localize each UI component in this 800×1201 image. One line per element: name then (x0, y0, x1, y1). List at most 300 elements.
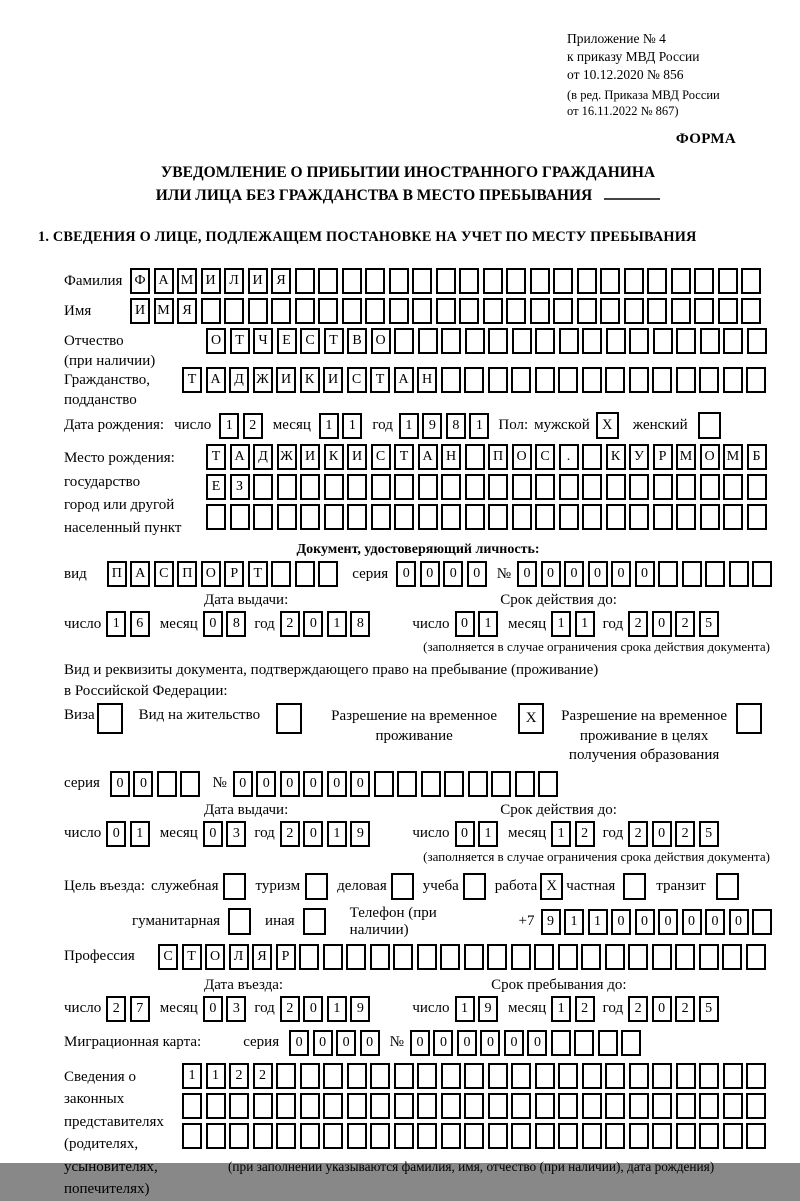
char-cell[interactable] (506, 298, 526, 324)
char-cell[interactable]: 0 (203, 821, 223, 847)
char-cell[interactable] (624, 268, 644, 294)
char-cell[interactable]: 6 (130, 611, 150, 637)
char-cell[interactable] (206, 504, 226, 530)
char-cell[interactable] (559, 474, 579, 500)
char-cell[interactable]: 9 (478, 996, 498, 1022)
char-cell[interactable] (723, 474, 743, 500)
char-cell[interactable] (347, 1123, 367, 1149)
char-cell[interactable]: 1 (182, 1063, 202, 1089)
char-cell[interactable] (558, 1123, 578, 1149)
char-cell[interactable] (464, 944, 484, 970)
char-cell[interactable] (253, 504, 273, 530)
char-cell[interactable]: 1 (342, 413, 362, 439)
char-cell[interactable]: 9 (350, 821, 370, 847)
char-cell[interactable] (621, 1030, 641, 1056)
char-cell[interactable]: И (130, 298, 150, 324)
char-cell[interactable] (393, 944, 413, 970)
char-cell[interactable] (577, 298, 597, 324)
char-cell[interactable] (277, 474, 297, 500)
char-cell[interactable]: 3 (226, 821, 246, 847)
char-cell[interactable]: 2 (628, 821, 648, 847)
char-cell[interactable] (582, 328, 602, 354)
char-cell[interactable] (397, 771, 417, 797)
char-cell[interactable] (535, 1123, 555, 1149)
char-cell[interactable] (676, 1063, 696, 1089)
char-cell[interactable] (718, 268, 738, 294)
char-cell[interactable]: А (230, 444, 250, 470)
char-cell[interactable] (370, 1063, 390, 1089)
char-cell[interactable]: 1 (399, 413, 419, 439)
char-cell[interactable] (652, 1123, 672, 1149)
char-cell[interactable] (606, 328, 626, 354)
char-cell[interactable]: У (629, 444, 649, 470)
char-cell[interactable]: 8 (226, 611, 246, 637)
char-cell[interactable] (574, 1030, 594, 1056)
char-cell[interactable] (723, 1093, 743, 1119)
char-cell[interactable] (488, 1063, 508, 1089)
char-cell[interactable] (605, 1123, 625, 1149)
char-cell[interactable] (323, 1093, 343, 1119)
char-cell[interactable] (318, 268, 338, 294)
char-cell[interactable] (465, 444, 485, 470)
char-cell[interactable]: 0 (336, 1030, 356, 1056)
char-cell[interactable] (417, 1093, 437, 1119)
char-cell[interactable]: Р (224, 561, 244, 587)
char-cell[interactable]: 2 (628, 611, 648, 637)
char-cell[interactable]: 9 (350, 996, 370, 1022)
char-cell[interactable]: 9 (422, 413, 442, 439)
char-cell[interactable]: 0 (256, 771, 276, 797)
char-cell[interactable]: 0 (410, 1030, 430, 1056)
char-cell[interactable]: 0 (203, 611, 223, 637)
char-cell[interactable] (459, 268, 479, 294)
char-cell[interactable] (746, 944, 766, 970)
char-cell[interactable] (723, 1123, 743, 1149)
char-cell[interactable]: 0 (564, 561, 584, 587)
char-cell[interactable]: 1 (219, 413, 239, 439)
char-cell[interactable] (488, 367, 508, 393)
char-cell[interactable]: В (347, 328, 367, 354)
char-cell[interactable]: И (276, 367, 296, 393)
char-cell[interactable]: С (158, 944, 178, 970)
checkbox-purpose-humanitarian[interactable] (228, 908, 251, 935)
char-cell[interactable] (676, 1123, 696, 1149)
char-cell[interactable]: Т (370, 367, 390, 393)
char-cell[interactable]: О (700, 444, 720, 470)
char-cell[interactable] (553, 268, 573, 294)
char-cell[interactable] (374, 771, 394, 797)
char-cell[interactable] (347, 504, 367, 530)
char-cell[interactable] (487, 944, 507, 970)
char-cell[interactable]: 0 (303, 771, 323, 797)
char-cell[interactable]: М (177, 268, 197, 294)
char-cell[interactable] (629, 328, 649, 354)
char-cell[interactable] (206, 1123, 226, 1149)
char-cell[interactable]: 0 (396, 561, 416, 587)
char-cell[interactable] (741, 268, 761, 294)
char-cell[interactable] (581, 944, 601, 970)
char-cell[interactable] (652, 1093, 672, 1119)
char-cell[interactable] (271, 561, 291, 587)
char-cell[interactable] (300, 474, 320, 500)
char-cell[interactable]: 0 (455, 821, 475, 847)
char-cell[interactable] (582, 1063, 602, 1089)
char-cell[interactable] (534, 944, 554, 970)
char-cell[interactable]: Ф (130, 268, 150, 294)
char-cell[interactable]: 5 (699, 996, 719, 1022)
char-cell[interactable] (553, 298, 573, 324)
char-cell[interactable]: 1 (551, 996, 571, 1022)
char-cell[interactable] (182, 1123, 202, 1149)
char-cell[interactable] (347, 1093, 367, 1119)
checkbox-temp-residence[interactable]: X (518, 703, 544, 734)
checkbox-purpose-business[interactable] (391, 873, 414, 900)
char-cell[interactable]: К (606, 444, 626, 470)
char-cell[interactable]: Ж (277, 444, 297, 470)
char-cell[interactable]: Т (248, 561, 268, 587)
char-cell[interactable] (394, 1063, 414, 1089)
char-cell[interactable] (394, 1123, 414, 1149)
char-cell[interactable] (718, 298, 738, 324)
char-cell[interactable] (436, 298, 456, 324)
char-cell[interactable] (253, 474, 273, 500)
char-cell[interactable]: 1 (588, 909, 608, 935)
char-cell[interactable] (180, 771, 200, 797)
char-cell[interactable] (700, 504, 720, 530)
char-cell[interactable] (694, 298, 714, 324)
char-cell[interactable] (277, 504, 297, 530)
char-cell[interactable] (653, 504, 673, 530)
char-cell[interactable] (465, 474, 485, 500)
char-cell[interactable]: 0 (652, 996, 672, 1022)
char-cell[interactable] (506, 268, 526, 294)
checkbox-visa[interactable] (97, 703, 123, 734)
char-cell[interactable]: 0 (541, 561, 561, 587)
char-cell[interactable]: Н (441, 444, 461, 470)
char-cell[interactable]: 0 (303, 821, 323, 847)
char-cell[interactable] (253, 1093, 273, 1119)
char-cell[interactable] (530, 268, 550, 294)
char-cell[interactable]: . (559, 444, 579, 470)
char-cell[interactable] (488, 1123, 508, 1149)
char-cell[interactable] (582, 444, 602, 470)
char-cell[interactable] (582, 1123, 602, 1149)
char-cell[interactable] (157, 771, 177, 797)
char-cell[interactable] (671, 298, 691, 324)
char-cell[interactable]: 0 (443, 561, 463, 587)
char-cell[interactable] (582, 1093, 602, 1119)
char-cell[interactable]: 8 (350, 611, 370, 637)
char-cell[interactable]: И (300, 444, 320, 470)
char-cell[interactable] (741, 298, 761, 324)
char-cell[interactable]: Ж (253, 367, 273, 393)
char-cell[interactable]: 3 (226, 996, 246, 1022)
char-cell[interactable]: Т (206, 444, 226, 470)
char-cell[interactable] (605, 367, 625, 393)
char-cell[interactable] (182, 1093, 202, 1119)
char-cell[interactable]: 2 (280, 821, 300, 847)
char-cell[interactable] (629, 1123, 649, 1149)
char-cell[interactable]: С (154, 561, 174, 587)
char-cell[interactable] (515, 771, 535, 797)
char-cell[interactable] (347, 474, 367, 500)
char-cell[interactable]: 0 (682, 909, 702, 935)
char-cell[interactable] (441, 1123, 461, 1149)
char-cell[interactable] (699, 944, 719, 970)
char-cell[interactable]: А (394, 367, 414, 393)
char-cell[interactable]: 1 (327, 996, 347, 1022)
char-cell[interactable] (371, 474, 391, 500)
char-cell[interactable]: З (230, 474, 250, 500)
char-cell[interactable] (464, 1063, 484, 1089)
char-cell[interactable]: 1 (455, 996, 475, 1022)
char-cell[interactable] (412, 298, 432, 324)
char-cell[interactable]: И (347, 444, 367, 470)
char-cell[interactable] (535, 504, 555, 530)
char-cell[interactable]: Н (417, 367, 437, 393)
char-cell[interactable]: 2 (229, 1063, 249, 1089)
char-cell[interactable]: 0 (303, 996, 323, 1022)
char-cell[interactable] (647, 268, 667, 294)
char-cell[interactable] (676, 367, 696, 393)
char-cell[interactable] (658, 561, 678, 587)
char-cell[interactable] (488, 328, 508, 354)
char-cell[interactable] (459, 298, 479, 324)
char-cell[interactable]: 2 (280, 996, 300, 1022)
char-cell[interactable]: 0 (133, 771, 153, 797)
char-cell[interactable] (370, 944, 390, 970)
char-cell[interactable] (746, 1063, 766, 1089)
char-cell[interactable]: 1 (575, 611, 595, 637)
char-cell[interactable]: 1 (327, 821, 347, 847)
char-cell[interactable] (488, 474, 508, 500)
char-cell[interactable] (491, 771, 511, 797)
char-cell[interactable]: Ч (253, 328, 273, 354)
char-cell[interactable]: 2 (675, 821, 695, 847)
char-cell[interactable] (747, 474, 767, 500)
char-cell[interactable] (675, 944, 695, 970)
char-cell[interactable]: Я (252, 944, 272, 970)
char-cell[interactable] (699, 1123, 719, 1149)
char-cell[interactable] (629, 474, 649, 500)
char-cell[interactable] (671, 268, 691, 294)
char-cell[interactable] (600, 268, 620, 294)
char-cell[interactable] (394, 504, 414, 530)
char-cell[interactable]: 0 (203, 996, 223, 1022)
char-cell[interactable]: 2 (575, 996, 595, 1022)
checkbox-purpose-business-trip[interactable] (223, 873, 246, 900)
char-cell[interactable] (511, 944, 531, 970)
char-cell[interactable]: 2 (280, 611, 300, 637)
char-cell[interactable] (248, 298, 268, 324)
char-cell[interactable] (558, 367, 578, 393)
char-cell[interactable] (629, 504, 649, 530)
char-cell[interactable]: 0 (106, 821, 126, 847)
char-cell[interactable] (417, 1063, 437, 1089)
char-cell[interactable]: С (371, 444, 391, 470)
char-cell[interactable] (558, 1093, 578, 1119)
char-cell[interactable] (535, 474, 555, 500)
char-cell[interactable] (705, 561, 725, 587)
char-cell[interactable] (535, 367, 555, 393)
char-cell[interactable] (676, 1093, 696, 1119)
char-cell[interactable]: Б (747, 444, 767, 470)
char-cell[interactable] (295, 268, 315, 294)
char-cell[interactable] (394, 1093, 414, 1119)
char-cell[interactable]: 2 (243, 413, 263, 439)
char-cell[interactable]: П (488, 444, 508, 470)
char-cell[interactable]: Т (182, 367, 202, 393)
char-cell[interactable]: Д (229, 367, 249, 393)
char-cell[interactable] (628, 944, 648, 970)
char-cell[interactable] (229, 1123, 249, 1149)
char-cell[interactable]: 0 (110, 771, 130, 797)
char-cell[interactable]: Т (230, 328, 250, 354)
char-cell[interactable]: 5 (699, 611, 719, 637)
char-cell[interactable] (723, 367, 743, 393)
char-cell[interactable] (559, 328, 579, 354)
char-cell[interactable]: 0 (289, 1030, 309, 1056)
char-cell[interactable] (418, 328, 438, 354)
checkbox-purpose-work[interactable]: X (540, 873, 563, 900)
char-cell[interactable]: Т (324, 328, 344, 354)
char-cell[interactable] (389, 298, 409, 324)
char-cell[interactable] (676, 474, 696, 500)
char-cell[interactable]: 0 (467, 561, 487, 587)
char-cell[interactable]: М (154, 298, 174, 324)
char-cell[interactable] (700, 474, 720, 500)
char-cell[interactable] (440, 944, 460, 970)
char-cell[interactable] (365, 268, 385, 294)
char-cell[interactable] (629, 367, 649, 393)
char-cell[interactable] (747, 504, 767, 530)
char-cell[interactable] (538, 771, 558, 797)
char-cell[interactable]: 0 (652, 611, 672, 637)
char-cell[interactable] (441, 504, 461, 530)
char-cell[interactable]: Т (182, 944, 202, 970)
char-cell[interactable]: О (206, 328, 226, 354)
char-cell[interactable] (300, 1123, 320, 1149)
char-cell[interactable]: 0 (635, 561, 655, 587)
char-cell[interactable]: 1 (319, 413, 339, 439)
char-cell[interactable]: И (248, 268, 268, 294)
char-cell[interactable]: 1 (327, 611, 347, 637)
char-cell[interactable] (300, 504, 320, 530)
char-cell[interactable] (346, 944, 366, 970)
char-cell[interactable] (323, 1123, 343, 1149)
char-cell[interactable]: 0 (658, 909, 678, 935)
char-cell[interactable] (694, 268, 714, 294)
char-cell[interactable] (629, 1093, 649, 1119)
char-cell[interactable]: К (324, 444, 344, 470)
char-cell[interactable]: 0 (705, 909, 725, 935)
char-cell[interactable] (535, 328, 555, 354)
char-cell[interactable]: 0 (455, 611, 475, 637)
char-cell[interactable] (722, 944, 742, 970)
char-cell[interactable] (201, 298, 221, 324)
char-cell[interactable]: 0 (360, 1030, 380, 1056)
char-cell[interactable]: Л (229, 944, 249, 970)
char-cell[interactable] (723, 328, 743, 354)
char-cell[interactable]: 9 (541, 909, 561, 935)
char-cell[interactable] (394, 474, 414, 500)
char-cell[interactable] (230, 504, 250, 530)
char-cell[interactable] (559, 504, 579, 530)
char-cell[interactable] (389, 268, 409, 294)
char-cell[interactable]: 1 (551, 611, 571, 637)
char-cell[interactable] (318, 561, 338, 587)
char-cell[interactable]: С (535, 444, 555, 470)
char-cell[interactable]: 2 (253, 1063, 273, 1089)
char-cell[interactable] (652, 1063, 672, 1089)
char-cell[interactable]: А (418, 444, 438, 470)
char-cell[interactable] (324, 504, 344, 530)
char-cell[interactable]: М (676, 444, 696, 470)
char-cell[interactable] (582, 504, 602, 530)
char-cell[interactable] (598, 1030, 618, 1056)
char-cell[interactable]: Р (276, 944, 296, 970)
char-cell[interactable]: 0 (652, 821, 672, 847)
char-cell[interactable] (652, 367, 672, 393)
checkbox-female[interactable] (698, 412, 721, 439)
char-cell[interactable]: 1 (206, 1063, 226, 1089)
char-cell[interactable]: Т (394, 444, 414, 470)
char-cell[interactable]: 0 (588, 561, 608, 587)
char-cell[interactable]: К (300, 367, 320, 393)
char-cell[interactable] (512, 328, 532, 354)
char-cell[interactable] (746, 367, 766, 393)
char-cell[interactable] (342, 298, 362, 324)
char-cell[interactable]: 1 (564, 909, 584, 935)
char-cell[interactable] (417, 944, 437, 970)
char-cell[interactable] (421, 771, 441, 797)
char-cell[interactable]: Е (206, 474, 226, 500)
char-cell[interactable] (417, 1123, 437, 1149)
char-cell[interactable] (535, 1093, 555, 1119)
char-cell[interactable] (342, 268, 362, 294)
char-cell[interactable] (605, 1093, 625, 1119)
char-cell[interactable]: 7 (130, 996, 150, 1022)
char-cell[interactable] (700, 328, 720, 354)
char-cell[interactable]: 0 (517, 561, 537, 587)
char-cell[interactable] (412, 268, 432, 294)
char-cell[interactable]: 1 (478, 821, 498, 847)
char-cell[interactable] (464, 1093, 484, 1119)
char-cell[interactable] (371, 504, 391, 530)
char-cell[interactable]: 0 (480, 1030, 500, 1056)
char-cell[interactable]: 8 (446, 413, 466, 439)
char-cell[interactable] (300, 1093, 320, 1119)
char-cell[interactable]: 1 (106, 611, 126, 637)
char-cell[interactable] (441, 1093, 461, 1119)
char-cell[interactable]: О (512, 444, 532, 470)
char-cell[interactable]: 0 (504, 1030, 524, 1056)
char-cell[interactable]: С (347, 367, 367, 393)
char-cell[interactable] (370, 1093, 390, 1119)
char-cell[interactable]: И (201, 268, 221, 294)
char-cell[interactable] (365, 298, 385, 324)
char-cell[interactable]: Е (277, 328, 297, 354)
char-cell[interactable]: Л (224, 268, 244, 294)
char-cell[interactable] (699, 1063, 719, 1089)
char-cell[interactable] (746, 1123, 766, 1149)
char-cell[interactable] (441, 328, 461, 354)
char-cell[interactable] (253, 1123, 273, 1149)
char-cell[interactable]: 2 (675, 611, 695, 637)
char-cell[interactable] (295, 298, 315, 324)
char-cell[interactable] (444, 771, 464, 797)
char-cell[interactable] (652, 944, 672, 970)
